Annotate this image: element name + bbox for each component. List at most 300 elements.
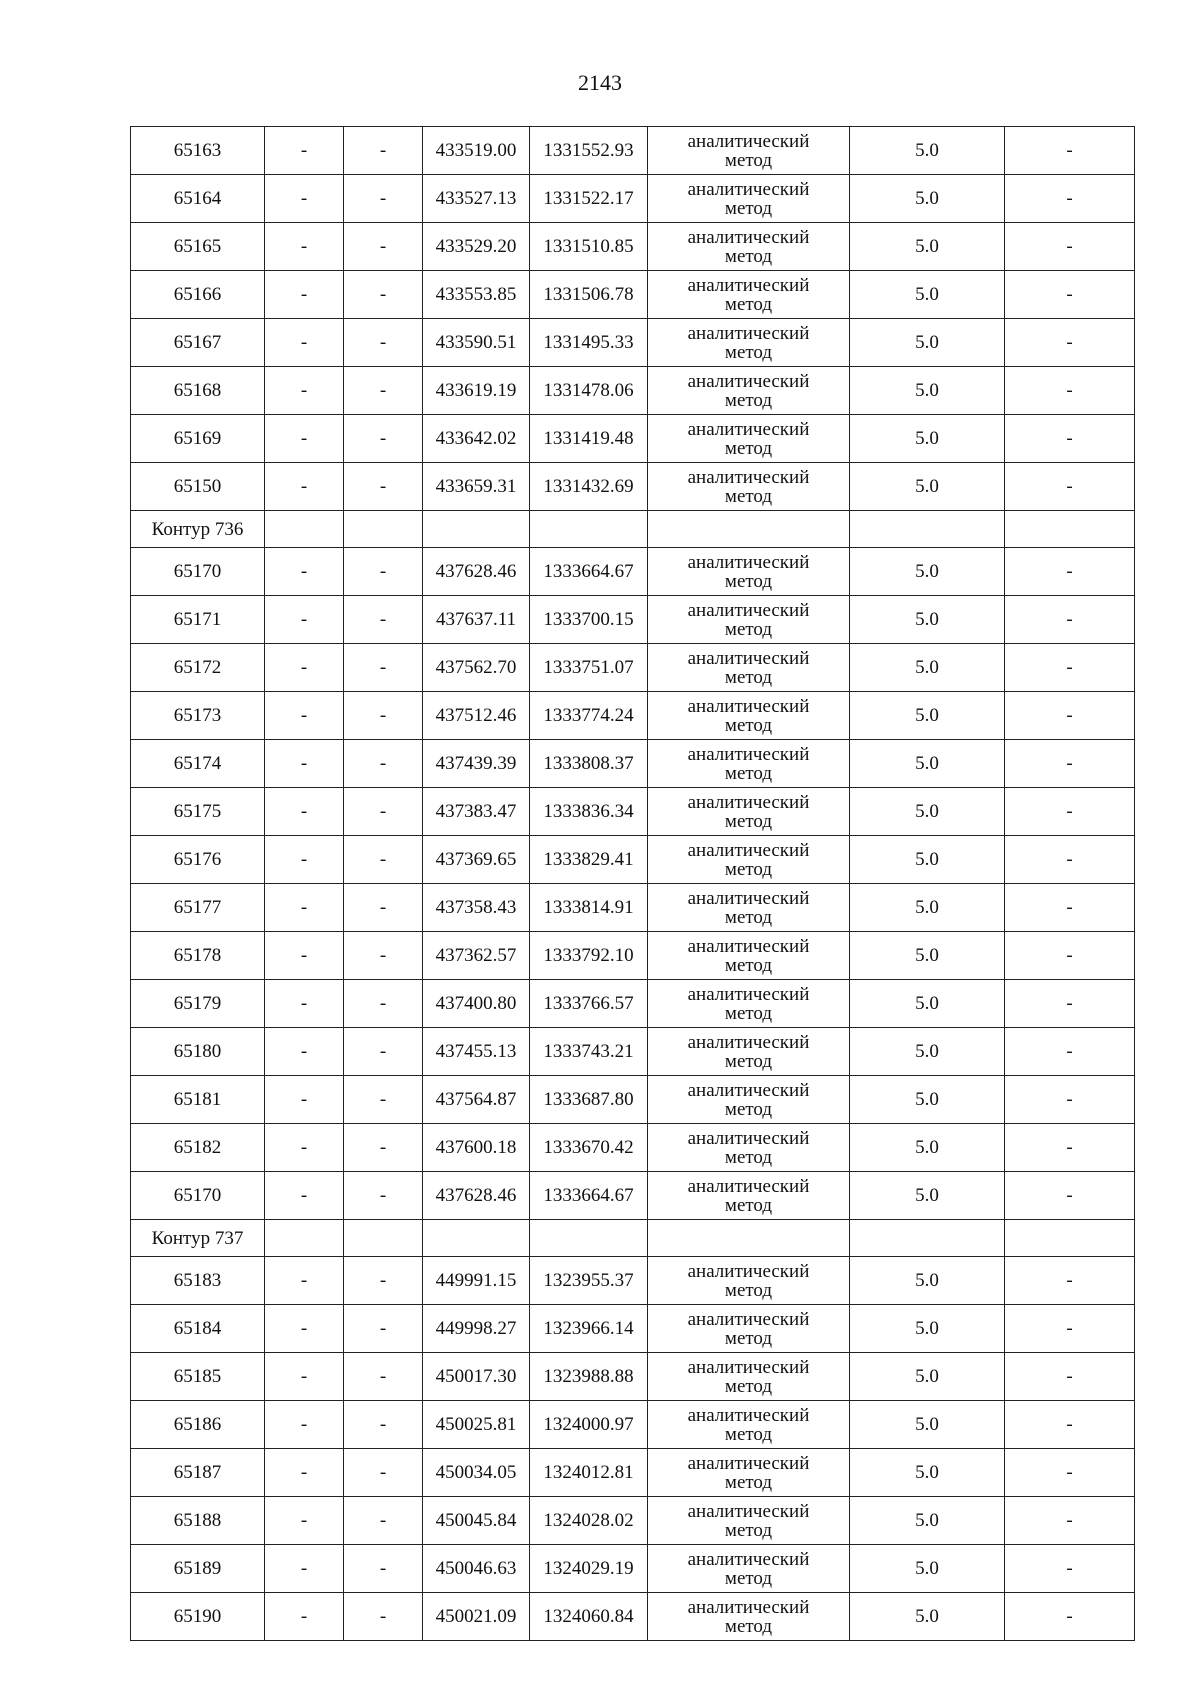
point-id: 65169: [131, 415, 265, 463]
method-cell: [648, 1305, 850, 1353]
method-text: аналитический: [687, 322, 810, 344]
method-text: аналитический: [687, 1548, 810, 1570]
table-row: [131, 1172, 1135, 1220]
dash-cell: -: [1005, 932, 1135, 980]
y-coordinate: 1323955.37: [530, 1257, 648, 1305]
dash-cell: -: [1005, 223, 1135, 271]
method-text: аналитический: [687, 130, 810, 152]
method-text: метод: [724, 1615, 773, 1637]
method-cell: [648, 884, 850, 932]
y-coordinate: 1333766.57: [530, 980, 648, 1028]
table-row: [131, 367, 1135, 415]
point-id: 65181: [131, 1076, 265, 1124]
dash-cell: -: [1005, 1305, 1135, 1353]
dash-cell: -: [344, 1124, 423, 1172]
table-row: [131, 740, 1135, 788]
contour-label: Контур 736: [131, 511, 265, 548]
accuracy-value: 5.0: [850, 1257, 1005, 1305]
method-text: метод: [724, 1327, 773, 1349]
y-coordinate: 1333829.41: [530, 836, 648, 884]
table-row: [131, 836, 1135, 884]
method-cell: [648, 1172, 850, 1220]
dash-cell: -: [265, 1353, 344, 1401]
y-coordinate: 1333751.07: [530, 644, 648, 692]
table-row: [131, 1593, 1135, 1641]
x-coordinate: 437383.47: [423, 788, 530, 836]
method-cell: [648, 788, 850, 836]
y-coordinate: 1331478.06: [530, 367, 648, 415]
accuracy-value: 5.0: [850, 415, 1005, 463]
table-row: [131, 223, 1135, 271]
contour-header-row: [131, 511, 1135, 548]
empty-cell: [850, 1220, 1005, 1257]
x-coordinate: 433529.20: [423, 223, 530, 271]
x-coordinate: 437362.57: [423, 932, 530, 980]
method-text: метод: [724, 858, 773, 880]
dash-cell: -: [265, 836, 344, 884]
table-row: [131, 980, 1135, 1028]
y-coordinate: 1333743.21: [530, 1028, 648, 1076]
empty-cell: [1005, 511, 1135, 548]
x-coordinate: 450021.09: [423, 1593, 530, 1641]
dash-cell: -: [344, 1353, 423, 1401]
x-coordinate: 450034.05: [423, 1449, 530, 1497]
empty-cell: [1005, 1220, 1135, 1257]
method-cell: [648, 367, 850, 415]
empty-cell: [265, 511, 344, 548]
dash-cell: -: [1005, 1401, 1135, 1449]
method-text: метод: [724, 666, 773, 688]
method-text: метод: [724, 810, 773, 832]
dash-cell: -: [1005, 415, 1135, 463]
dash-cell: -: [344, 127, 423, 175]
dash-cell: -: [1005, 836, 1135, 884]
method-text: метод: [724, 762, 773, 784]
dash-cell: -: [265, 740, 344, 788]
dash-cell: -: [265, 1401, 344, 1449]
y-coordinate: 1331495.33: [530, 319, 648, 367]
method-cell: [648, 1124, 850, 1172]
table-row: [131, 932, 1135, 980]
dash-cell: -: [1005, 1497, 1135, 1545]
dash-cell: -: [265, 788, 344, 836]
method-text: аналитический: [687, 1175, 810, 1197]
accuracy-value: 5.0: [850, 1593, 1005, 1641]
empty-cell: [530, 511, 648, 548]
dash-cell: -: [265, 1593, 344, 1641]
dash-cell: -: [1005, 980, 1135, 1028]
dash-cell: -: [344, 1449, 423, 1497]
dash-cell: -: [265, 319, 344, 367]
table-row: [131, 692, 1135, 740]
method-text: аналитический: [687, 370, 810, 392]
x-coordinate: 450046.63: [423, 1545, 530, 1593]
accuracy-value: 5.0: [850, 1449, 1005, 1497]
dash-cell: -: [265, 692, 344, 740]
dash-cell: -: [344, 223, 423, 271]
y-coordinate: 1324000.97: [530, 1401, 648, 1449]
accuracy-value: 5.0: [850, 223, 1005, 271]
point-id: 65168: [131, 367, 265, 415]
method-text: аналитический: [687, 1356, 810, 1378]
table-row: [131, 463, 1135, 511]
y-coordinate: 1333836.34: [530, 788, 648, 836]
y-coordinate: 1333774.24: [530, 692, 648, 740]
method-text: метод: [724, 1279, 773, 1301]
point-id: 65166: [131, 271, 265, 319]
y-coordinate: 1323966.14: [530, 1305, 648, 1353]
dash-cell: -: [1005, 740, 1135, 788]
method-text: аналитический: [687, 1404, 810, 1426]
dash-cell: -: [1005, 271, 1135, 319]
dash-cell: -: [1005, 127, 1135, 175]
point-id: 65178: [131, 932, 265, 980]
dash-cell: -: [344, 644, 423, 692]
coordinates-table-body: [131, 127, 1135, 1641]
dash-cell: -: [344, 1172, 423, 1220]
point-id: 65173: [131, 692, 265, 740]
table-row: [131, 1257, 1135, 1305]
point-id: 65187: [131, 1449, 265, 1497]
method-text: аналитический: [687, 1500, 810, 1522]
dash-cell: -: [265, 1497, 344, 1545]
point-id: 65177: [131, 884, 265, 932]
dash-cell: -: [344, 367, 423, 415]
table-row: [131, 127, 1135, 175]
accuracy-value: 5.0: [850, 463, 1005, 511]
accuracy-value: 5.0: [850, 836, 1005, 884]
method-text: метод: [724, 1050, 773, 1072]
dash-cell: -: [344, 692, 423, 740]
method-cell: [648, 836, 850, 884]
method-cell: [648, 692, 850, 740]
table-row: [131, 1305, 1135, 1353]
table-row: [131, 788, 1135, 836]
dash-cell: -: [265, 1257, 344, 1305]
method-text: метод: [724, 618, 773, 640]
method-text: метод: [724, 389, 773, 411]
x-coordinate: 437455.13: [423, 1028, 530, 1076]
y-coordinate: 1331510.85: [530, 223, 648, 271]
point-id: 65164: [131, 175, 265, 223]
dash-cell: -: [344, 463, 423, 511]
dash-cell: -: [265, 1305, 344, 1353]
method-text: метод: [724, 1519, 773, 1541]
dash-cell: -: [1005, 548, 1135, 596]
dash-cell: -: [265, 415, 344, 463]
method-text: аналитический: [687, 226, 810, 248]
method-text: аналитический: [687, 887, 810, 909]
method-cell: [648, 1353, 850, 1401]
dash-cell: -: [344, 1401, 423, 1449]
method-text: аналитический: [687, 791, 810, 813]
dash-cell: -: [344, 836, 423, 884]
accuracy-value: 5.0: [850, 1401, 1005, 1449]
x-coordinate: 433527.13: [423, 175, 530, 223]
empty-cell: [648, 1220, 850, 1257]
dash-cell: -: [344, 1305, 423, 1353]
method-text: метод: [724, 149, 773, 171]
accuracy-value: 5.0: [850, 740, 1005, 788]
dash-cell: -: [265, 463, 344, 511]
dash-cell: -: [265, 644, 344, 692]
point-id: 65182: [131, 1124, 265, 1172]
method-text: метод: [724, 1375, 773, 1397]
x-coordinate: 437439.39: [423, 740, 530, 788]
method-text: аналитический: [687, 274, 810, 296]
table-row: [131, 175, 1135, 223]
point-id: 65179: [131, 980, 265, 1028]
method-text: аналитический: [687, 599, 810, 621]
method-text: метод: [724, 1567, 773, 1589]
method-text: метод: [724, 293, 773, 315]
dash-cell: -: [344, 1076, 423, 1124]
empty-cell: [530, 1220, 648, 1257]
dash-cell: -: [344, 980, 423, 1028]
method-text: аналитический: [687, 695, 810, 717]
table-row: [131, 1449, 1135, 1497]
x-coordinate: 450025.81: [423, 1401, 530, 1449]
dash-cell: -: [265, 1172, 344, 1220]
point-id: 65171: [131, 596, 265, 644]
y-coordinate: 1324060.84: [530, 1593, 648, 1641]
page-number: 2143: [578, 70, 622, 95]
accuracy-value: 5.0: [850, 1353, 1005, 1401]
dash-cell: -: [344, 788, 423, 836]
dash-cell: -: [265, 1124, 344, 1172]
dash-cell: -: [1005, 788, 1135, 836]
dash-cell: -: [265, 1028, 344, 1076]
y-coordinate: 1323988.88: [530, 1353, 648, 1401]
dash-cell: -: [1005, 1545, 1135, 1593]
table-row: [131, 1124, 1135, 1172]
method-text: метод: [724, 485, 773, 507]
method-text: аналитический: [687, 1452, 810, 1474]
method-text: метод: [724, 341, 773, 363]
method-cell: [648, 1497, 850, 1545]
accuracy-value: 5.0: [850, 1305, 1005, 1353]
method-text: метод: [724, 1471, 773, 1493]
dash-cell: -: [344, 1593, 423, 1641]
dash-cell: -: [344, 415, 423, 463]
table-row: [131, 596, 1135, 644]
dash-cell: -: [265, 1449, 344, 1497]
point-id: 65175: [131, 788, 265, 836]
table-row: [131, 1028, 1135, 1076]
dash-cell: -: [1005, 644, 1135, 692]
table-row: [131, 644, 1135, 692]
y-coordinate: 1333814.91: [530, 884, 648, 932]
y-coordinate: 1331522.17: [530, 175, 648, 223]
dash-cell: -: [265, 271, 344, 319]
method-text: метод: [724, 570, 773, 592]
method-text: метод: [724, 954, 773, 976]
method-cell: [648, 1028, 850, 1076]
dash-cell: -: [1005, 1124, 1135, 1172]
x-coordinate: 437637.11: [423, 596, 530, 644]
point-id: 65167: [131, 319, 265, 367]
method-text: аналитический: [687, 1260, 810, 1282]
point-id: 65188: [131, 1497, 265, 1545]
empty-cell: [265, 1220, 344, 1257]
point-id: 65174: [131, 740, 265, 788]
dash-cell: -: [1005, 1028, 1135, 1076]
method-cell: [648, 980, 850, 1028]
point-id: 65185: [131, 1353, 265, 1401]
method-cell: [648, 740, 850, 788]
method-text: аналитический: [687, 551, 810, 573]
y-coordinate: 1331506.78: [530, 271, 648, 319]
dash-cell: -: [344, 596, 423, 644]
accuracy-value: 5.0: [850, 980, 1005, 1028]
empty-cell: [344, 511, 423, 548]
x-coordinate: 437628.46: [423, 548, 530, 596]
dash-cell: -: [265, 175, 344, 223]
y-coordinate: 1333700.15: [530, 596, 648, 644]
x-coordinate: 437562.70: [423, 644, 530, 692]
accuracy-value: 5.0: [850, 1497, 1005, 1545]
accuracy-value: 5.0: [850, 1172, 1005, 1220]
method-text: метод: [724, 1098, 773, 1120]
dash-cell: -: [265, 1545, 344, 1593]
dash-cell: -: [1005, 692, 1135, 740]
method-text: метод: [724, 245, 773, 267]
y-coordinate: 1333670.42: [530, 1124, 648, 1172]
accuracy-value: 5.0: [850, 932, 1005, 980]
dash-cell: -: [265, 596, 344, 644]
method-text: аналитический: [687, 647, 810, 669]
y-coordinate: 1333687.80: [530, 1076, 648, 1124]
y-coordinate: 1331432.69: [530, 463, 648, 511]
empty-cell: [344, 1220, 423, 1257]
x-coordinate: 433519.00: [423, 127, 530, 175]
dash-cell: -: [344, 319, 423, 367]
point-id: 65190: [131, 1593, 265, 1641]
empty-cell: [423, 511, 530, 548]
point-id: 65170: [131, 548, 265, 596]
point-id: 65180: [131, 1028, 265, 1076]
dash-cell: -: [1005, 1449, 1135, 1497]
method-text: аналитический: [687, 1079, 810, 1101]
x-coordinate: 437358.43: [423, 884, 530, 932]
method-text: аналитический: [687, 1031, 810, 1053]
x-coordinate: 433659.31: [423, 463, 530, 511]
method-text: метод: [724, 197, 773, 219]
dash-cell: -: [1005, 319, 1135, 367]
method-text: метод: [724, 1423, 773, 1445]
accuracy-value: 5.0: [850, 319, 1005, 367]
dash-cell: -: [344, 548, 423, 596]
method-text: аналитический: [687, 1596, 810, 1618]
dash-cell: -: [265, 127, 344, 175]
method-text: аналитический: [687, 743, 810, 765]
y-coordinate: 1324029.19: [530, 1545, 648, 1593]
method-text: метод: [724, 1146, 773, 1168]
method-cell: [648, 175, 850, 223]
dash-cell: -: [1005, 175, 1135, 223]
accuracy-value: 5.0: [850, 644, 1005, 692]
dash-cell: -: [1005, 884, 1135, 932]
x-coordinate: 433553.85: [423, 271, 530, 319]
contour-header-row: [131, 1220, 1135, 1257]
accuracy-value: 5.0: [850, 1124, 1005, 1172]
accuracy-value: 5.0: [850, 1076, 1005, 1124]
point-id: 65165: [131, 223, 265, 271]
dash-cell: -: [344, 884, 423, 932]
method-cell: [648, 1545, 850, 1593]
dash-cell: -: [1005, 367, 1135, 415]
dash-cell: -: [1005, 596, 1135, 644]
point-id: 65172: [131, 644, 265, 692]
dash-cell: -: [265, 548, 344, 596]
y-coordinate: 1333792.10: [530, 932, 648, 980]
point-id: 65170: [131, 1172, 265, 1220]
method-cell: [648, 932, 850, 980]
accuracy-value: 5.0: [850, 788, 1005, 836]
accuracy-value: 5.0: [850, 884, 1005, 932]
dash-cell: -: [265, 932, 344, 980]
dash-cell: -: [265, 980, 344, 1028]
method-text: метод: [724, 437, 773, 459]
y-coordinate: 1331552.93: [530, 127, 648, 175]
y-coordinate: 1324012.81: [530, 1449, 648, 1497]
method-cell: [648, 319, 850, 367]
coordinates-table: [130, 126, 1135, 1641]
method-text: аналитический: [687, 178, 810, 200]
accuracy-value: 5.0: [850, 1028, 1005, 1076]
accuracy-value: 5.0: [850, 175, 1005, 223]
table-row: [131, 1076, 1135, 1124]
x-coordinate: 437564.87: [423, 1076, 530, 1124]
accuracy-value: 5.0: [850, 548, 1005, 596]
accuracy-value: 5.0: [850, 127, 1005, 175]
dash-cell: -: [344, 1497, 423, 1545]
point-id: 65184: [131, 1305, 265, 1353]
x-coordinate: 449998.27: [423, 1305, 530, 1353]
method-cell: [648, 415, 850, 463]
empty-cell: [850, 511, 1005, 548]
contour-label: Контур 737: [131, 1220, 265, 1257]
method-cell: [648, 127, 850, 175]
accuracy-value: 5.0: [850, 692, 1005, 740]
x-coordinate: 437628.46: [423, 1172, 530, 1220]
point-id: 65150: [131, 463, 265, 511]
x-coordinate: 437369.65: [423, 836, 530, 884]
x-coordinate: 433642.02: [423, 415, 530, 463]
dash-cell: -: [344, 1028, 423, 1076]
method-text: аналитический: [687, 935, 810, 957]
method-text: аналитический: [687, 1308, 810, 1330]
table-row: [131, 1401, 1135, 1449]
table-row: [131, 415, 1135, 463]
method-text: метод: [724, 714, 773, 736]
method-cell: [648, 1076, 850, 1124]
method-cell: [648, 1449, 850, 1497]
method-text: аналитический: [687, 418, 810, 440]
dash-cell: -: [344, 1545, 423, 1593]
dash-cell: -: [1005, 1353, 1135, 1401]
dash-cell: -: [1005, 1172, 1135, 1220]
method-text: аналитический: [687, 1127, 810, 1149]
method-text: метод: [724, 1002, 773, 1024]
table-row: [131, 884, 1135, 932]
x-coordinate: 449991.15: [423, 1257, 530, 1305]
x-coordinate: 437400.80: [423, 980, 530, 1028]
y-coordinate: 1333664.67: [530, 548, 648, 596]
x-coordinate: 437512.46: [423, 692, 530, 740]
method-cell: [648, 548, 850, 596]
point-id: 65176: [131, 836, 265, 884]
